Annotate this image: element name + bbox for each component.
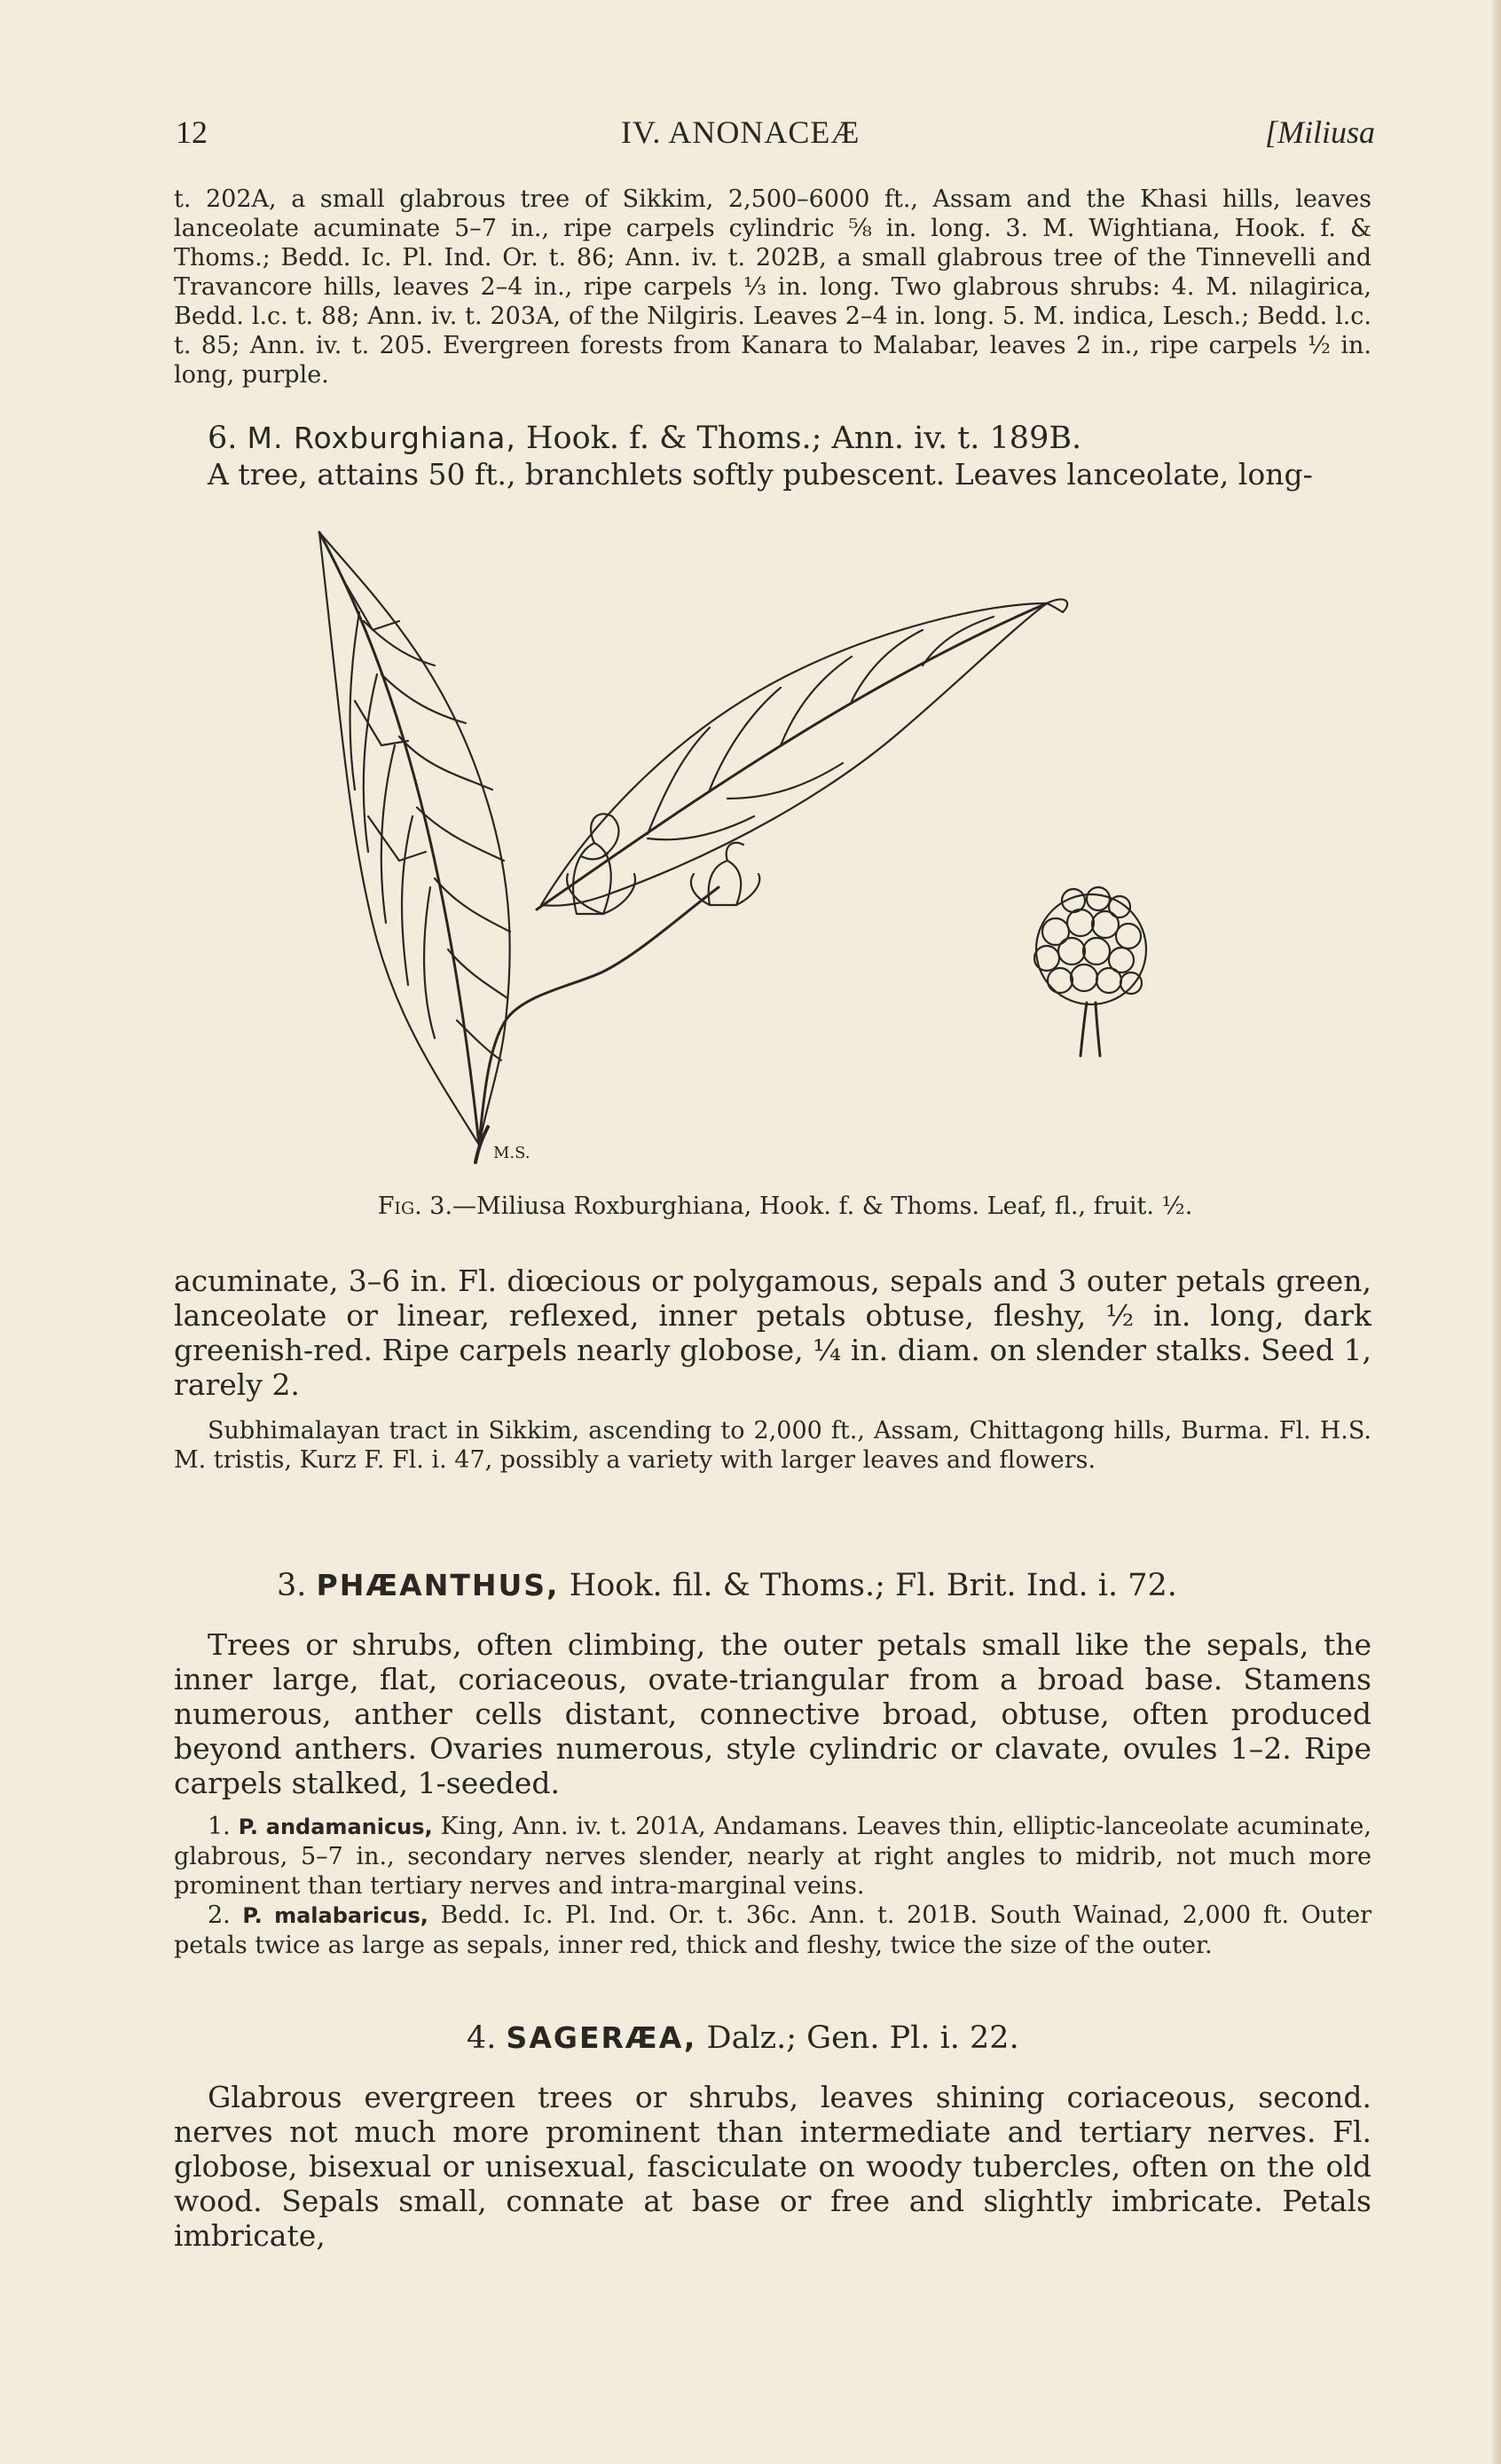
genus-3-description: Trees or shrubs, often climbing, the outer petals small like the sepals, the inner large, flat, coriaceous, ovate-triangular from a broad base. Stamens numerous, anther cells distant, connective broad, obtuse, often produced beyond anthers. Ovaries numerous, style cylindric or clavate, ovules 1–2. Ripe carpels stalked, 1-seeded. <box>174 1627 1371 1800</box>
genus-header: [Miliusa <box>1264 114 1375 150</box>
species-1-name: P. andamanicus, <box>238 1815 433 1839</box>
genus-4-heading <box>467 2020 1371 2056</box>
fruit-cluster <box>1034 887 1146 1056</box>
species-1-text: King, Ann. iv. t. 201A, Andamans. Leaves thin, elliptic-lanceolate acuminate, glabrous, 5–7 in., secondary nerves slender, nearly at right angles to midrib, not much more prominent than tertiary nerves and intra-marginal veins. <box>174 1813 1371 1900</box>
intro-paragraph: t. 202A, a small glabrous tree of Sikkim, 2,500–6000 ft., Assam and the Khasi hills, leaves lanceolate acuminate 5–7 in., ripe carpels cylindric ⅝ in. long. 3. M. Wightiana, Hook. f. & Thoms.; Bedd. Ic. Pl. Ind. Or. t. 86; Ann. iv. t. 202B, a small glabrous tree of the Tinnevelli and Travancore hills, leaves 2–4 in., ripe carpels ⅓ in. long. Two glabrous shrubs: 4. M. nilagirica, Bedd. l.c. t. 88; Ann. iv. t. 203A, of the Nilgiris. Leaves 2–4 in. long. 5. M. indica, Lesch.; Bedd. l.c. t. 85; Ann. iv. t. 205. Evergreen forests from Kanara to Malabar, leaves 2 in., ripe carpels ½ in. long, purple. <box>174 185 1371 389</box>
right-leaf-outline <box>541 603 1047 906</box>
caption-text: —Miliusa Roxburghiana, Hook. f. & Thoms. Leaf, fl., fruit. ½. <box>452 1193 1193 1220</box>
figure-caption <box>275 1193 1295 1220</box>
page-edge-shadow <box>1492 0 1501 2464</box>
genus-4-description: Glabrous evergreen trees or shrubs, leaves shining coriaceous, second. nerves not much more prominent than intermediate and tertiary nerves. Fl. globose, bisexual or unisexual, fasciculate on woody tubercles, often on the old wood. Sepals small, connate at base or free and slightly imbricate. Petals imbricate, <box>174 2080 1371 2253</box>
species-2-name: P. malabaricus, <box>242 1903 428 1928</box>
stem <box>479 887 719 1145</box>
genus-4-number: 4. <box>467 2020 497 2056</box>
genus-3-number: 3. <box>277 1568 307 1603</box>
running-header <box>176 114 1375 153</box>
genus-4-name: SAGERÆA, <box>506 2020 697 2055</box>
right-leaf-midrib <box>537 603 1047 909</box>
genus-3-species-1 <box>174 1812 1371 1901</box>
species-6-number: 6. <box>208 421 238 456</box>
genus-4-authority: Dalz.; Gen. Pl. i. 22. <box>706 2020 1019 2056</box>
genus-3-authority: Hook. fil. & Thoms.; Fl. Brit. Ind. i. 72. <box>569 1568 1177 1603</box>
flower-right <box>709 861 742 905</box>
species-2-text: Bedd. Ic. Pl. Ind. Or. t. 36c. Ann. t. 201B. South Wainad, 2,000 ft. Outer petals twice as large as sepals, inner red, thick and fleshy, twice the size of the outer. <box>174 1901 1371 1959</box>
genus-3-species-2 <box>174 1901 1371 1960</box>
species-1-number: 1. <box>208 1813 231 1840</box>
species-2-number: 2. <box>208 1901 231 1929</box>
species-6-description: acuminate, 3–6 in. Fl. diœcious or polygamous, sepals and 3 outer petals green, lanceolate or linear, reflexed, inner petals obtuse, fleshy, ½ in. long, dark greenish-red. Ripe carpels nearly globose, ¼ in. diam. on slender stalks. Seed 1, rarely 2. <box>174 1263 1371 1402</box>
page-number: 12 <box>176 114 208 150</box>
section-title: IV. ANONACEÆ <box>621 114 861 150</box>
species-6-name: M. Roxburghiana, <box>247 421 516 455</box>
caption-figure-number: Fig. 3. <box>377 1193 453 1220</box>
genus-3-name: PHÆANTHUS, <box>316 1568 560 1602</box>
species-6-authority: Hook. f. & Thoms.; Ann. iv. t. 189B. <box>526 421 1082 456</box>
genus-3-heading <box>277 1568 1377 1603</box>
left-leaf-midrib <box>319 532 479 1145</box>
botanical-illustration <box>310 524 1286 1180</box>
illustrator-initials: M.S. <box>493 1144 530 1162</box>
species-6-line2: A tree, attains 50 ft., branchlets softly pubescent. Leaves lanceolate, long- <box>208 457 1313 492</box>
left-leaf-outline <box>319 532 510 1145</box>
species-6-distribution: Subhimalayan tract in Sikkim, ascending to 2,000 ft., Assam, Chittagong hills, Burma. Fl. H.S. M. tristis, Kurz F. Fl. i. 47, possibly a variety with larger leaves and flowers. <box>174 1417 1371 1474</box>
species-6-heading <box>208 421 1379 456</box>
